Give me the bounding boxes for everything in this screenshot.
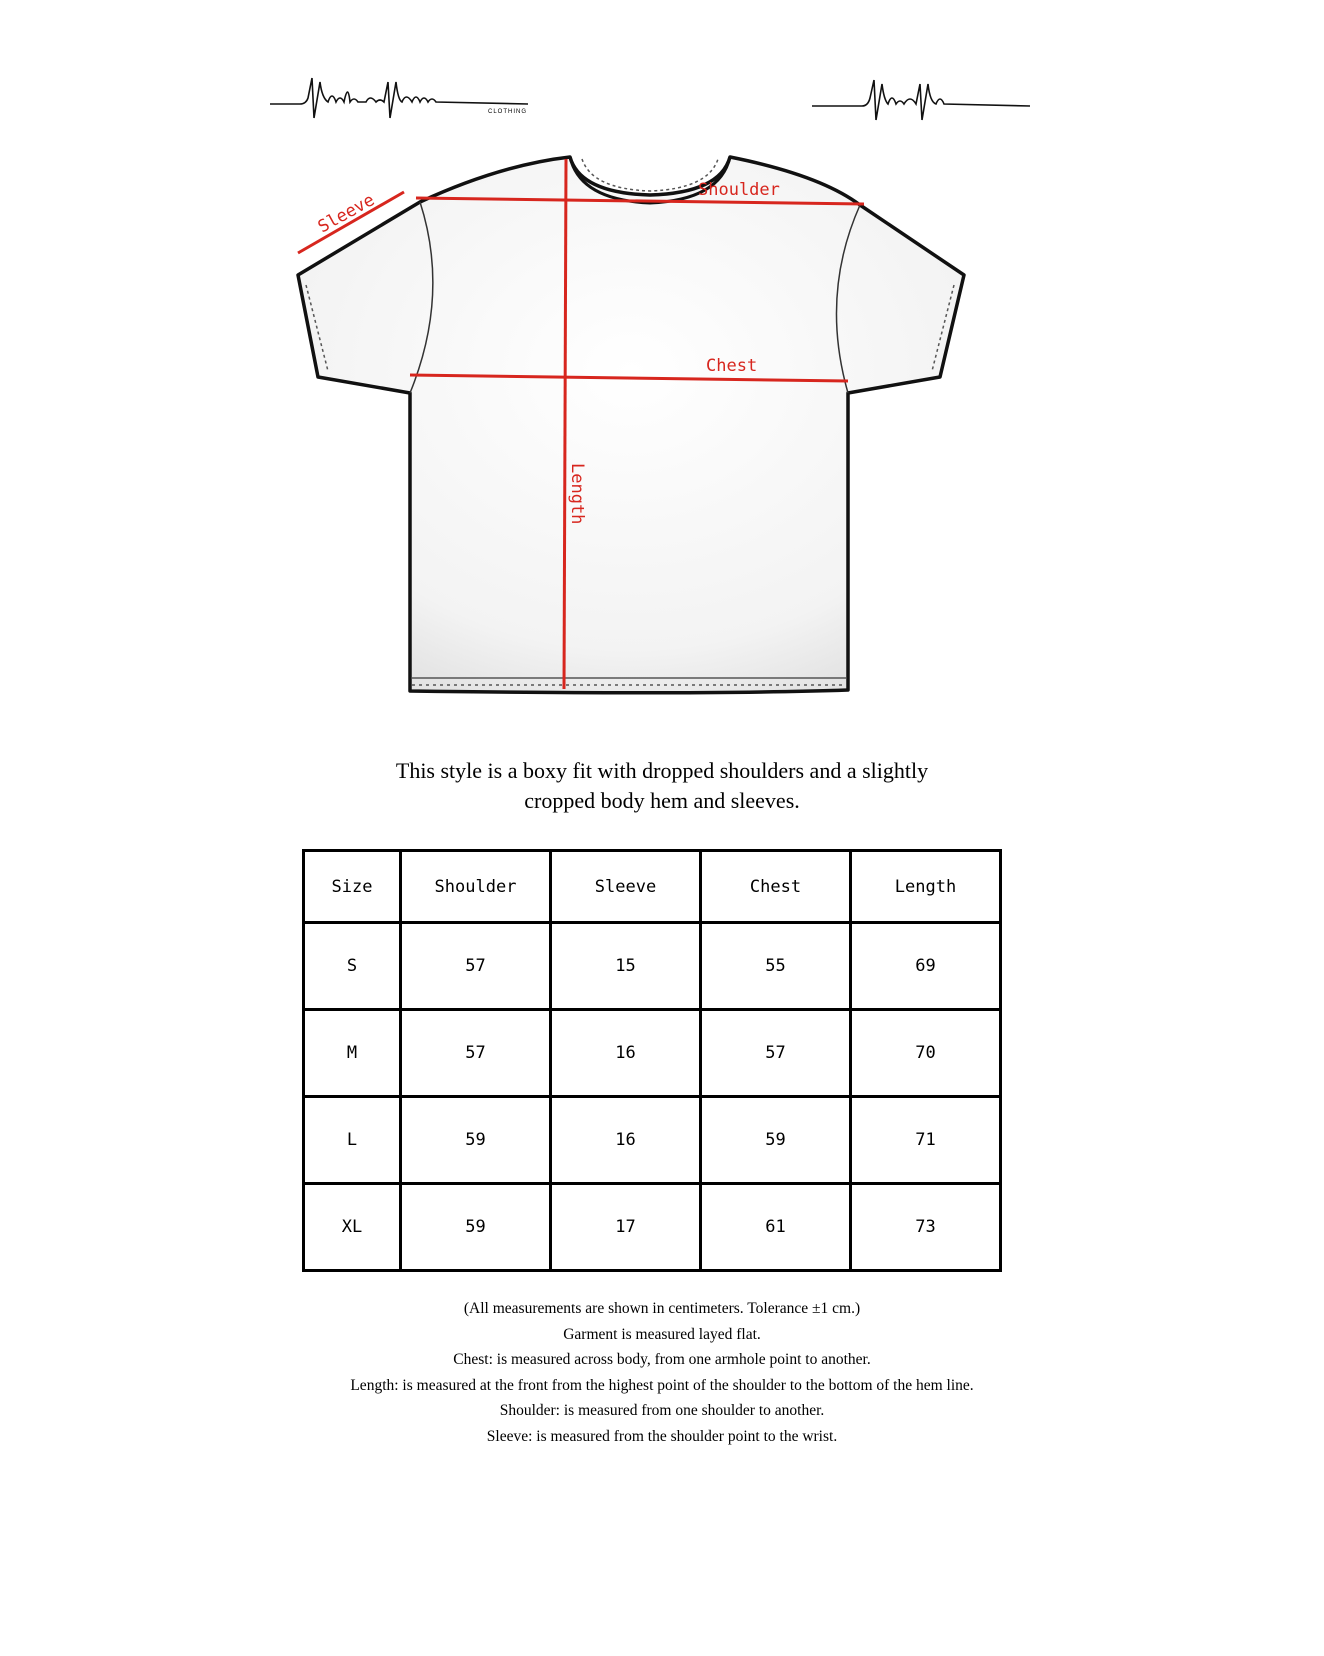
- cell-chest: 59: [701, 1097, 851, 1184]
- cell-size: L: [304, 1097, 401, 1184]
- cell-length: 73: [851, 1184, 1001, 1271]
- cell-size: XL: [304, 1184, 401, 1271]
- cell-sleeve: 16: [551, 1097, 701, 1184]
- cell-chest: 55: [701, 923, 851, 1010]
- length-label: Length: [567, 463, 587, 525]
- table-row: [304, 1097, 1001, 1184]
- table-row: [304, 1184, 1001, 1271]
- description-line-2: cropped body hem and sleeves.: [524, 788, 800, 813]
- style-description: [330, 756, 994, 816]
- cell-shoulder: 59: [401, 1097, 551, 1184]
- description-line-1: This style is a boxy fit with dropped shoulders and a slightly: [395, 758, 929, 783]
- length-line: [564, 159, 566, 689]
- chest-label: Chest: [706, 356, 758, 376]
- table-header-row: [304, 851, 1001, 923]
- cell-size: M: [304, 1010, 401, 1097]
- brand-monogram: [812, 70, 1032, 130]
- note-units: (All measurements are shown in centimeters. Tolerance ±1 cm.): [463, 1300, 861, 1317]
- tshirt-diagram: [300, 145, 1020, 745]
- cell-length: 71: [851, 1097, 1001, 1184]
- brand-logo: [270, 68, 530, 130]
- cell-chest: 57: [701, 1010, 851, 1097]
- cell-length: 70: [851, 1010, 1001, 1097]
- logo-subtext: CLOTHING: [488, 109, 528, 115]
- size-chart-table: [302, 849, 1002, 1272]
- table-row: [304, 923, 1001, 1010]
- cell-shoulder: 57: [401, 1010, 551, 1097]
- tshirt-outline: [298, 157, 964, 693]
- cell-shoulder: 57: [401, 923, 551, 1010]
- note-chest: Chest: is measured across body, from one armhole point to another.: [453, 1351, 871, 1368]
- cell-length: 69: [851, 923, 1001, 1010]
- note-sleeve: Sleeve: is measured from the shoulder point to the wrist.: [486, 1427, 838, 1445]
- header-shoulder: Shoulder: [401, 851, 551, 923]
- header-length: Length: [851, 851, 1001, 923]
- note-shoulder: Shoulder: is measured from one shoulder to another.: [499, 1402, 825, 1419]
- note-flat: Garment is measured layed flat.: [563, 1325, 761, 1343]
- cell-shoulder: 59: [401, 1184, 551, 1271]
- sleeve-label: Sleeve: [314, 190, 379, 238]
- measurement-notes: [262, 1296, 1062, 1449]
- cell-size: S: [304, 923, 401, 1010]
- table-row: [304, 1010, 1001, 1097]
- cell-sleeve: 15: [551, 923, 701, 1010]
- header-chest: Chest: [701, 851, 851, 923]
- cell-sleeve: 16: [551, 1010, 701, 1097]
- header-sleeve: Sleeve: [551, 851, 701, 923]
- cell-sleeve: 17: [551, 1184, 701, 1271]
- shoulder-label: Shoulder: [698, 180, 780, 200]
- note-length: Length: is measured at the front from the highest point of the shoulder to the bottom of the hem line.: [350, 1376, 974, 1394]
- header-size: Size: [304, 851, 401, 923]
- cell-chest: 61: [701, 1184, 851, 1271]
